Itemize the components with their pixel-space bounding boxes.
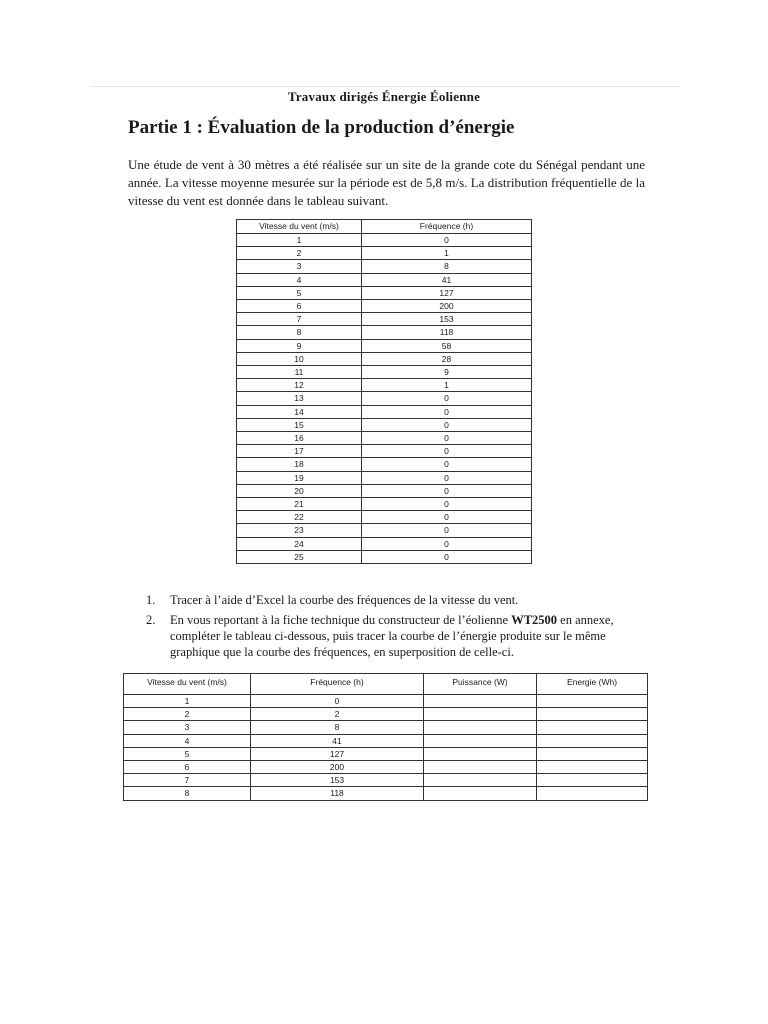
- frequency-cell: 118: [251, 787, 424, 800]
- frequency-cell: 9: [362, 366, 532, 379]
- table-row: [237, 511, 532, 524]
- table-row: [237, 537, 532, 550]
- table-row: [237, 247, 532, 260]
- table-row: [237, 458, 532, 471]
- column-header-frequency: Fréquence (h): [251, 674, 424, 695]
- frequency-cell: 41: [362, 273, 532, 286]
- frequency-cell: 1: [362, 247, 532, 260]
- speed-cell: 14: [237, 405, 362, 418]
- question-list: [146, 592, 644, 664]
- speed-cell: 22: [237, 511, 362, 524]
- column-header-energy: Energie (Wh): [537, 674, 648, 695]
- frequency-cell: 153: [251, 774, 424, 787]
- table-row: [237, 379, 532, 392]
- header-rule: [90, 86, 680, 87]
- frequency-cell: 0: [362, 445, 532, 458]
- frequency-cell: 0: [362, 511, 532, 524]
- frequency-cell: 41: [251, 734, 424, 747]
- table-row: [124, 787, 648, 800]
- frequency-cell: 0: [362, 498, 532, 511]
- power-cell: [424, 695, 537, 708]
- speed-cell: 20: [237, 484, 362, 497]
- table-row: [124, 774, 648, 787]
- table-row: [237, 300, 532, 313]
- frequency-table-header: [237, 220, 532, 234]
- table-row: [237, 418, 532, 431]
- table-row: [237, 352, 532, 365]
- table-row: [124, 734, 648, 747]
- frequency-cell: 0: [362, 484, 532, 497]
- speed-cell: 5: [237, 286, 362, 299]
- speed-cell: 21: [237, 498, 362, 511]
- energy-cell: [537, 761, 648, 774]
- table-row: [237, 550, 532, 563]
- table-row: [237, 392, 532, 405]
- speed-cell: 18: [237, 458, 362, 471]
- power-cell: [424, 708, 537, 721]
- table-row: [237, 498, 532, 511]
- table-row: [237, 286, 532, 299]
- question-text-after: en annexe, compléter le tableau ci-dessous, puis tracer la courbe de l’énergie produite sur le même graphique que la courbe des fréquences, en superposition de celle-ci.: [170, 613, 614, 659]
- table-row: [237, 339, 532, 352]
- frequency-cell: 8: [251, 721, 424, 734]
- frequency-cell: 2: [251, 708, 424, 721]
- speed-cell: 7: [237, 313, 362, 326]
- energy-cell: [537, 695, 648, 708]
- energy-cell: [537, 774, 648, 787]
- frequency-cell: 8: [362, 260, 532, 273]
- frequency-cell: 0: [362, 234, 532, 247]
- frequency-cell: 0: [362, 550, 532, 563]
- table-row: [237, 273, 532, 286]
- column-header-frequency: Fréquence (h): [362, 220, 532, 234]
- speed-cell: 6: [124, 761, 251, 774]
- power-cell: [424, 787, 537, 800]
- table-row: [237, 234, 532, 247]
- frequency-cell: 0: [362, 392, 532, 405]
- frequency-cell: 200: [362, 300, 532, 313]
- speed-cell: 23: [237, 524, 362, 537]
- speed-cell: 15: [237, 418, 362, 431]
- table-row: [237, 366, 532, 379]
- frequency-cell: 0: [362, 471, 532, 484]
- table-row: [237, 326, 532, 339]
- table-row: [237, 445, 532, 458]
- table-row: [237, 471, 532, 484]
- table-row: [124, 708, 648, 721]
- document-title: Travaux dirigés Énergie Éolienne: [287, 89, 481, 104]
- frequency-cell: 1: [362, 379, 532, 392]
- frequency-table-body: [237, 234, 532, 564]
- energy-cell: [537, 734, 648, 747]
- frequency-cell: 28: [362, 352, 532, 365]
- frequency-cell: 0: [362, 418, 532, 431]
- frequency-cell: 153: [362, 313, 532, 326]
- frequency-cell: 0: [362, 524, 532, 537]
- speed-cell: 16: [237, 432, 362, 445]
- speed-cell: 9: [237, 339, 362, 352]
- question-item: [146, 612, 644, 660]
- speed-cell: 1: [124, 695, 251, 708]
- speed-cell: 8: [237, 326, 362, 339]
- frequency-cell: 127: [362, 286, 532, 299]
- speed-cell: 24: [237, 537, 362, 550]
- power-cell: [424, 734, 537, 747]
- column-header-speed: Vitesse du vent (m/s): [124, 674, 251, 695]
- question-text: Tracer à l’aide d’Excel la courbe des fréquences de la vitesse du vent.: [170, 593, 519, 607]
- speed-cell: 17: [237, 445, 362, 458]
- table-row: [124, 761, 648, 774]
- turbine-model: WT2500: [511, 613, 558, 627]
- table-row: [237, 313, 532, 326]
- frequency-cell: 0: [362, 405, 532, 418]
- speed-cell: 19: [237, 471, 362, 484]
- frequency-cell: 0: [362, 432, 532, 445]
- table-row: [124, 695, 648, 708]
- energy-cell: [537, 721, 648, 734]
- speed-cell: 12: [237, 379, 362, 392]
- table-row: [237, 260, 532, 273]
- intro-paragraph: Une étude de vent à 30 mètres a été réalisée sur un site de la grande cote du Sénégal pendant une année. La vitesse moyenne mesurée sur la période est de 5,8 m/s. La distribution fréquentielle de la vitesse du vent est donnée dans le tableau suivant.: [128, 157, 645, 208]
- power-cell: [424, 721, 537, 734]
- frequency-cell: 0: [362, 458, 532, 471]
- frequency-cell: 0: [251, 695, 424, 708]
- power-cell: [424, 747, 537, 760]
- speed-cell: 7: [124, 774, 251, 787]
- energy-table-header: [124, 674, 648, 695]
- energy-table: [123, 673, 648, 801]
- power-cell: [424, 761, 537, 774]
- energy-cell: [537, 708, 648, 721]
- table-row: [237, 524, 532, 537]
- column-header-speed: Vitesse du vent (m/s): [237, 220, 362, 234]
- speed-cell: 3: [124, 721, 251, 734]
- frequency-table: [236, 219, 532, 564]
- speed-cell: 2: [237, 247, 362, 260]
- power-cell: [424, 774, 537, 787]
- question-number: 1.: [146, 593, 156, 607]
- speed-cell: 13: [237, 392, 362, 405]
- question-number: 2.: [146, 613, 156, 627]
- part-title: Partie 1 : Évaluation de la production d’énergie: [128, 117, 515, 138]
- energy-cell: [537, 787, 648, 800]
- frequency-cell: 118: [362, 326, 532, 339]
- column-header-power: Puissance (W): [424, 674, 537, 695]
- table-row: [124, 747, 648, 760]
- table-row: [237, 484, 532, 497]
- frequency-cell: 0: [362, 537, 532, 550]
- speed-cell: 1: [237, 234, 362, 247]
- speed-cell: 6: [237, 300, 362, 313]
- table-row: [237, 432, 532, 445]
- frequency-cell: 58: [362, 339, 532, 352]
- speed-cell: 4: [124, 734, 251, 747]
- speed-cell: 25: [237, 550, 362, 563]
- speed-cell: 2: [124, 708, 251, 721]
- energy-cell: [537, 747, 648, 760]
- speed-cell: 4: [237, 273, 362, 286]
- speed-cell: 5: [124, 747, 251, 760]
- speed-cell: 3: [237, 260, 362, 273]
- table-row: [124, 721, 648, 734]
- question-text-before: En vous reportant à la fiche technique du constructeur de l’éolienne: [170, 613, 512, 627]
- question-item: [146, 592, 644, 608]
- speed-cell: 10: [237, 352, 362, 365]
- frequency-cell: 200: [251, 761, 424, 774]
- speed-cell: 11: [237, 366, 362, 379]
- energy-table-body: [124, 695, 648, 801]
- frequency-cell: 127: [251, 747, 424, 760]
- table-row: [237, 405, 532, 418]
- speed-cell: 8: [124, 787, 251, 800]
